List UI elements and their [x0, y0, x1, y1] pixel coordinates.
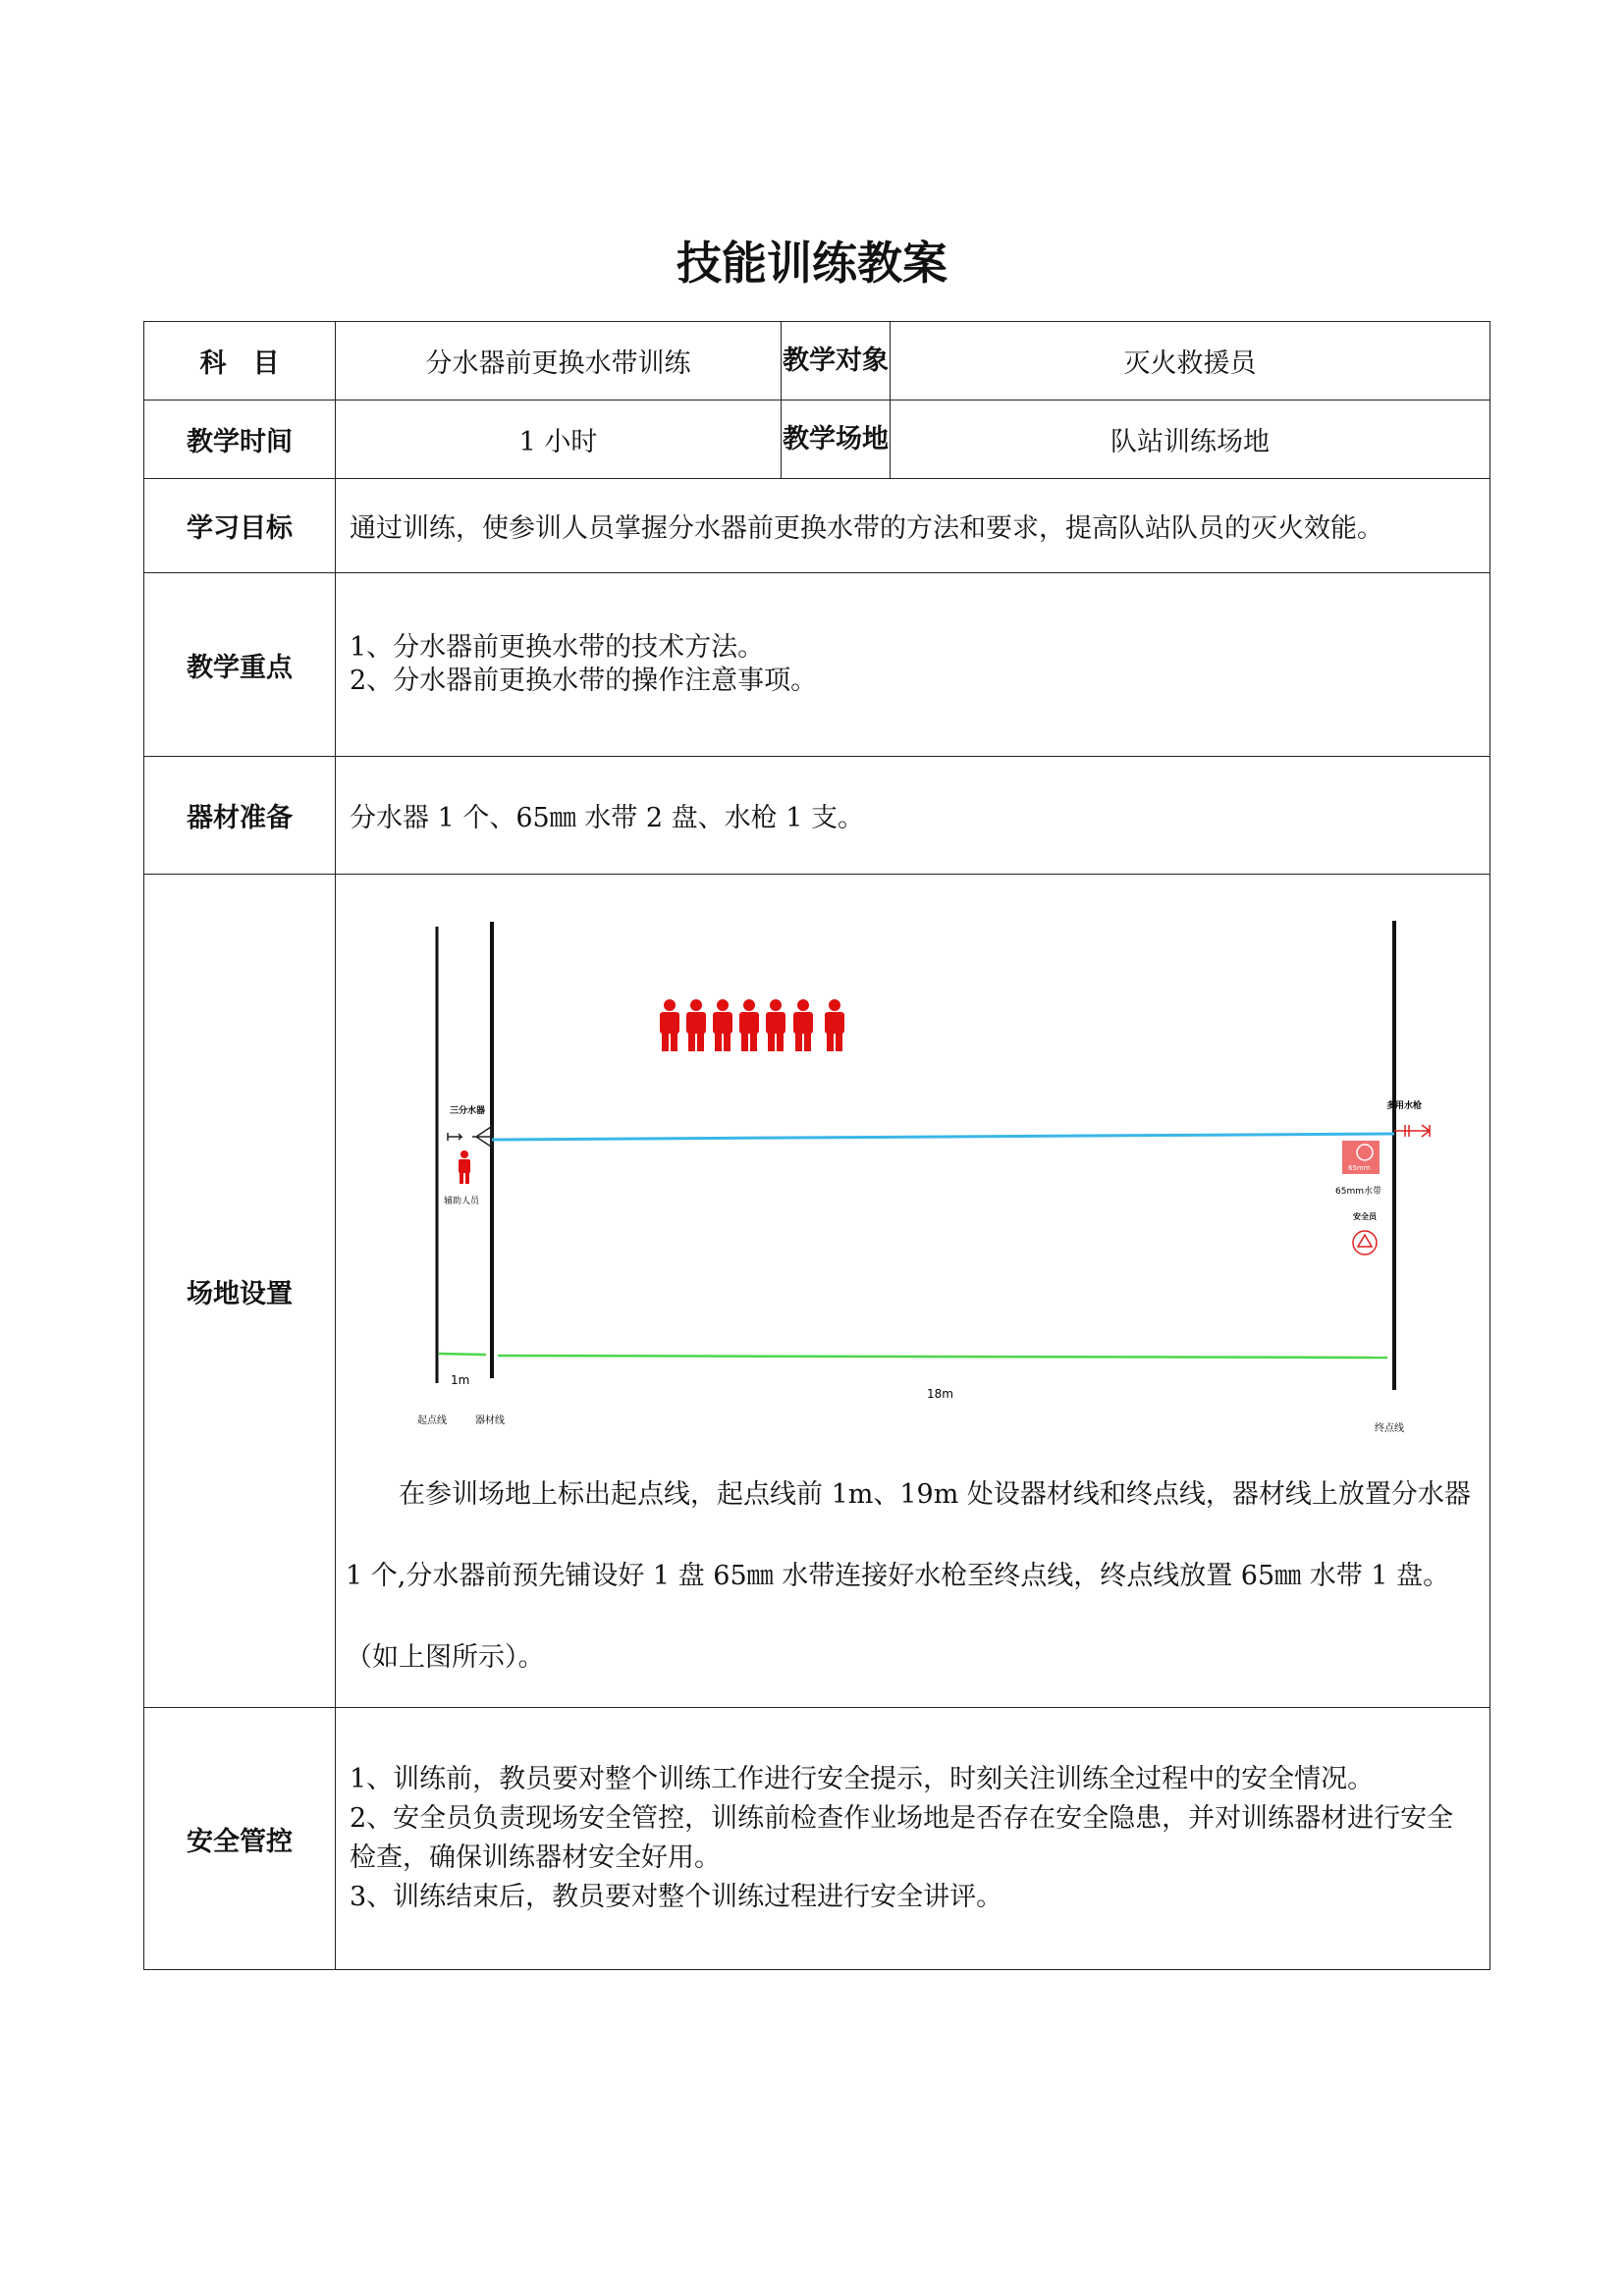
safety-officer-icon [1353, 1231, 1377, 1255]
place-label: 教学场地 [782, 400, 891, 479]
ground-line [498, 1356, 1387, 1358]
safety-value [336, 1708, 1490, 1970]
time-value: 1 小时 [336, 400, 782, 479]
trainee-person-icon [825, 999, 844, 1051]
place-value: 队站训练场地 [891, 400, 1490, 479]
subject-label: 科 目 [144, 322, 336, 400]
focus-item: 2、分水器前更换水带的操作注意事项。 [350, 666, 818, 696]
assistant-label: 辅助人员 [444, 1197, 480, 1206]
focus-value [336, 573, 1490, 757]
hose-label: 65mm水带 [1335, 1187, 1381, 1197]
equipment-line-label: 器材线 [475, 1415, 505, 1426]
equip-label: 器材准备 [144, 757, 336, 875]
splitter-icon [448, 1125, 491, 1148]
distance-18m-label: 18m [927, 1387, 953, 1401]
trainee-person-icon [766, 999, 785, 1051]
assistant-person-icon [459, 1150, 470, 1184]
table-row [144, 400, 1490, 479]
splitter-label: 三分水器 [450, 1106, 486, 1116]
goal-value: 通过训练，使参训人员掌握分水器前更换水带的方法和要求，提高队站队员的灭火效能。 [336, 479, 1490, 573]
table-row [144, 479, 1490, 573]
nozzle-label: 多用水枪 [1386, 1101, 1423, 1111]
goal-label: 学习目标 [144, 479, 336, 573]
trainee-person-icon [686, 999, 706, 1051]
safety-officer-label: 安全员 [1353, 1212, 1377, 1221]
start-line-label: 起点线 [417, 1415, 447, 1426]
table-row [144, 1708, 1490, 1970]
target-value: 灭火救援员 [891, 322, 1490, 400]
table-row [144, 322, 1490, 400]
subject-value: 分水器前更换水带训练 [336, 322, 782, 400]
nozzle-icon [1394, 1125, 1430, 1137]
lesson-plan-table [143, 321, 1490, 1970]
hose-roll-icon [1342, 1141, 1380, 1174]
trainee-person-icon [713, 999, 732, 1051]
table-row [144, 757, 1490, 875]
trainee-person-icon [660, 999, 679, 1051]
distance-1m-label: 1m [451, 1373, 470, 1387]
site-description: 在参训场地上标出起点线，起点线前 1m、19m 处设器材线和终点线，器材线上放置分水器 1 个,分水器前预先铺设好 1 盘 65㎜ 水带连接好水枪至终点线，终点线放置 65㎜ 水带 1 盘。（如上图所示）。 [346, 1479, 1471, 1673]
page-title: 技能训练教案 [677, 237, 947, 290]
trainee-person-icon [739, 999, 759, 1051]
table-row [144, 573, 1490, 757]
safety-label: 安全管控 [144, 1708, 336, 1970]
svg-text:65mm: 65mm [1348, 1164, 1371, 1172]
site-value [336, 875, 1490, 1708]
safety-item: 3、训练结束后，教员要对整个训练过程进行安全讲评。 [350, 1882, 1003, 1912]
target-label: 教学对象 [782, 322, 891, 400]
safety-item: 2、安全员负责现场安全管控，训练前检查作业场地是否存在安全隐患，并对训练器材进行安全检查，确保训练器材安全好用。 [350, 1803, 1454, 1873]
trainee-group [660, 999, 844, 1051]
end-line-label: 终点线 [1375, 1423, 1404, 1434]
ground-line [439, 1354, 486, 1355]
equip-value: 分水器 1 个、65㎜ 水带 2 盘、水枪 1 支。 [336, 757, 1490, 875]
focus-item: 1、分水器前更换水带的技术方法。 [350, 632, 765, 663]
focus-label: 教学重点 [144, 573, 336, 757]
site-label: 场地设置 [144, 875, 336, 1708]
supply-hose [492, 1134, 1394, 1140]
time-label: 教学时间 [144, 400, 336, 479]
site-diagram [346, 875, 1485, 1464]
trainee-person-icon [793, 999, 813, 1051]
table-row [144, 875, 1490, 1708]
safety-item: 1、训练前，教员要对整个训练工作进行安全提示，时刻关注训练全过程中的安全情况。 [350, 1764, 1375, 1794]
